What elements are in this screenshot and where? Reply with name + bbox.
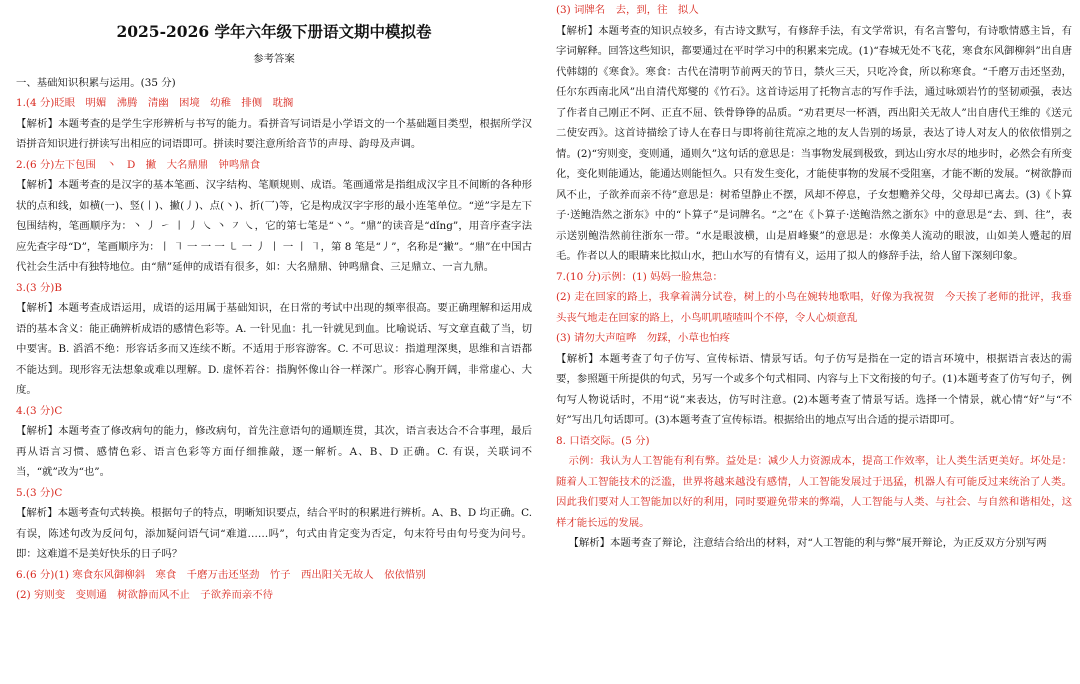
q5-analysis: 【解析】本题考查句式转换。根据句子的特点，明晰知识要点，结合平时的积累进行辨析。A、B、D 均正确。C. 有误，陈述句改为反问句，添加疑问语气词“难道……吗”，句式由肯定变为否定，句末符号由句号变为问号。即：这难道不是美好快乐的日子吗？ — [16, 507, 532, 560]
q7-answer-1 — [556, 267, 1072, 288]
q6-answer-2: (2) 穷则变 变则通 树欲静而风不止 子欲养而亲不待 — [16, 589, 274, 601]
q7-analysis: 【解析】本题考查了句子仿写、宣传标语、情景写话。句子仿写是指在一定的语言环境中，根据语言表达的需要，参照题干所提供的句式，另写一个或多个句式相同、内容与上下文衔接的句子。(1)本题考查了仿写句子，例句写人物说话时，不用“说”来表达，仿写时注意。(2)本题考查了情景写话。选择一个情景，就心情“好”与“不好”写出几句话即可。(3)本题考查了宣传标语。根据给出的地点写出合适的提示语即可。 — [556, 352, 1072, 426]
q3-analysis: 【解析】本题考查成语运用，成语的运用属于基础知识，在日常的考试中出现的频率很高。要正确理解和运用成语的基本含义：能正确辨析成语的感情色彩等。A. 一针见血：扎一针就见到血。比喻说话、写文章直截了当，切中要害。B. 滔滔不绝：形容话多而又连续不断。不适用于形容游客。C. 不可思议：指道理深奥，思维和言语都不能达到。现形容无法想象或难以理解。D. 虚怀若谷：指胸怀像山谷一样深广。形容心胸开阔，非常虚心、大度。 — [16, 302, 532, 396]
q1-answer-text: 眨眼 明媚 沸腾 清幽 困境 幼稚 排侧 耽搁 — [54, 97, 294, 109]
q7-head: 7.(10 分)示例： — [556, 270, 633, 283]
q7-answer-2: (2) 走在回家的路上，我拿着满分试卷，树上的小鸟在婉转地歌唱，好像为我祝贺 今天挨了老师的批评，我垂头丧气地走在回家的路上，小鸟叽叽喳喳叫个不停，令人心烦意乱 — [556, 291, 1072, 324]
q1-answer — [16, 93, 532, 114]
q6-answer-3: (3) 词牌名 去，到，往 拟人 — [556, 4, 699, 16]
q6-head: 6.(6 分) — [16, 568, 55, 581]
q4-analysis: 【解析】本题考查了修改病句的能力，修改病句，首先注意语句的通顺连贯，其次，语言表达合不合事理，最后再从语言习惯、感情色彩、语言色彩等方面仔细推敲，逐一解析。A、B、D 正确。C. 有误，关联词不当，“就”改为“也”。 — [16, 425, 532, 478]
q8-head: 8. 口语交际。(5 分) — [556, 434, 650, 447]
q1-head: 1.(4 分) — [16, 97, 55, 109]
q2-answer-text: 左下包围 丶 D 撇 大名鼎鼎 钟鸣鼎食 — [54, 158, 261, 171]
q2-head: 2.(6 分) — [16, 158, 55, 171]
q2-answer — [16, 155, 532, 176]
q7-answer-1-text: (1) 妈妈一脸焦急： — [632, 270, 723, 283]
q8-analysis: 【解析】本题考查了辩论，注意结合给出的材料，对“人工智能的利与弊”展开辩论，为正反双方分别写两 — [568, 537, 1047, 549]
q6-answer-1 — [16, 565, 532, 586]
q5-answer: 5.(3 分)C — [16, 486, 63, 499]
section-heading: 一、基础知识积累与运用。(35 分) — [16, 76, 176, 89]
q1-analysis: 【解析】本题考查的是学生字形辨析与书写的能力。看拼音写词语是小学语文的一个基础题目类型，根据所学汉语拼音知识进行拼读写出相应的词语即可。拼读时要注意所给音节的声母、韵母及声调。 — [16, 117, 532, 150]
q3-answer: 3.(3 分)B — [16, 281, 62, 294]
q2-analysis: 【解析】本题考查的是汉字的基本笔画、汉字结构、笔顺规则、成语。笔画通常是指组成汉字且不间断的各种形状的点和线，如横(一)、竖(丨)、撇(丿)、点(丶)、折(乛)等，它是构成汉字字形的最小连笔单位。“逆”字是左下包围结构，笔画顺序为：丶 丿 ㇀ 丨 丿 ㇏ 丶 ㇇ ㇏，它的第七笔是“丶”。“鼎”的读音是“dǐng”，用音序查字法应先查字母“D”，笔画顺序为：丨 ㇕ 一 一 一 ㇄ 一 丿 丨 一 丨 ㇕，第 8 笔是“丿”，名称是“撇”。“鼎”在中国古代社会生活中有独特地位。由“鼎”延伸的成语有很多，如：大名鼎鼎、钟鸣鼎食、三足鼎立、一言九鼎。 — [16, 179, 532, 273]
q6-analysis: 【解析】本题考查的知识点较多，有古诗文默写，有修辞手法，有文学常识，有名言警句，有诗歌情感主旨，有字词解释。回答这些知识，都要通过在平时学习中的积累来完成。(1)“春城无处不飞花，寒食东风御柳斜”出自唐代韩翃的《寒食》。寒食：古代在清明节前两天的节日，禁火三天，只吃冷食，所以称寒食。“千磨万击还坚劲，任尔东西南北风”出自清代郑燮的《竹石》。这首诗运用了托物言志的写作手法，通过咏颂岩竹的坚韧顽强，表达了作者自己刚正不阿、正直不屈、铁骨铮铮的品质。“劝君更尽一杯酒，西出阳关无故人”出自唐代王维的《送元二使安西》。这首诗描绘了诗人在春日与即将前往荒凉之地的友人告别的场景，表达了诗人对友人的依依惜别之情。(2)“穷则变，变则通，通则久”这句话的意思是：当事物发展到极致，到达山穷水尽的地步时，必然会有所变化，变化则能通达，能通达则能恒久。只有发生变化，才能使事物的发展不受阻塞，才能不断的发展。“树欲静而风不止，子欲养而亲不待”意思是：树希望静止不摆，风却不停息，子女想赡养父母，父母却已离去。(3)《卜算子·送鲍浩然之浙东》中的“卜算子”是词牌名。“之”在《卜算子·送鲍浩然之浙东》中的意思是“去、到、往”，表示送别鲍浩然前往浙东一带。“水是眼波横，山是眉峰聚”的意思是：水像美人流动的眼波，山如美人蹙起的眉毛。作者以人的眼睛来比拟山水，把山水写的有情有义，运用了拟人的修辞手法，给人留下深刻印象。 — [556, 24, 1072, 262]
exam-subtitle: 参考答案 — [253, 53, 295, 65]
q7-answer-3: (3) 请勿大声喧哗 勿踩，小草也怕疼 — [556, 332, 730, 344]
q6-answer-1-text: (1) 寒食东风御柳斜 寒食 千磨万击还坚劲 竹子 西出阳关无故人 依依惜别 — [54, 568, 426, 581]
q4-answer: 4.(3 分)C — [16, 404, 63, 417]
q8-answer: 示例：我认为人工智能有利有弊。益处是：减少人力资源成本，提高工作效率，让人类生活更美好。坏处是：随着人工智能技术的泛滥，世界将越来越没有感情，人工智能发展过于迅猛，机器人有可能反过来统治了人类。因此我们要对人工智能加以好的利用，同时要避免带来的弊端，人工智能与人类、与社会、与自然和谐相处，这样才能长远的发展。 — [556, 455, 1072, 529]
left-column — [16, 0, 532, 606]
exam-title: 2025-2026 学年六年级下册语文期中模拟卷 — [116, 22, 432, 41]
right-column — [556, 0, 1072, 554]
